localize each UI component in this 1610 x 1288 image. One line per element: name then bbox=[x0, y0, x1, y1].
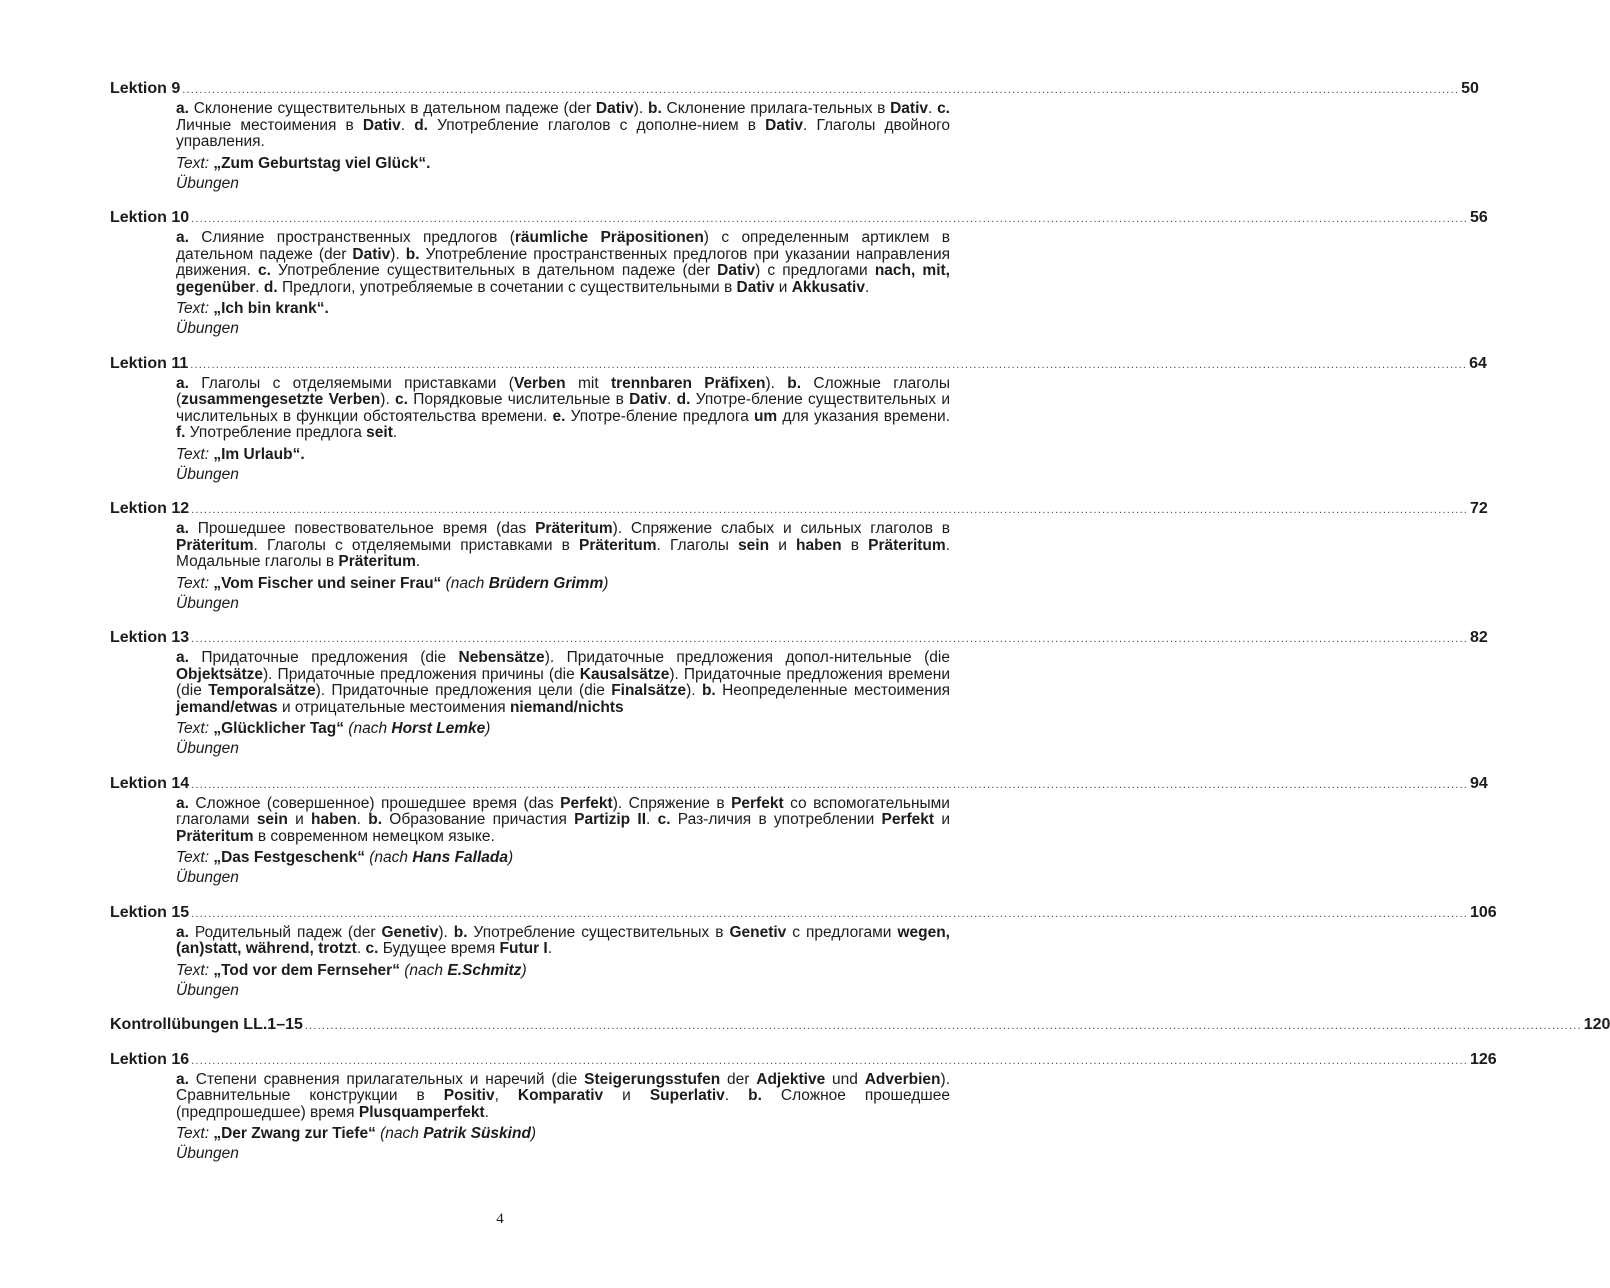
text-run: ). Спряжение в bbox=[612, 794, 732, 812]
toc-page-number: 94 bbox=[1470, 774, 1488, 792]
toc-entry bbox=[110, 208, 1488, 339]
toc-dot-leader: ............................................................................................................................................................................................................................................................................................................ bbox=[304, 1020, 1582, 1032]
lesson-description bbox=[176, 796, 950, 846]
toc-entry bbox=[110, 79, 1479, 194]
bold-term: Genetiv bbox=[729, 923, 787, 941]
text-title: „Glücklicher Tag“ bbox=[213, 720, 344, 737]
text-title: „Tod vor dem Fernseher“ bbox=[213, 961, 400, 979]
toc-page-number: 50 bbox=[1461, 80, 1479, 97]
bold-term: e. bbox=[552, 407, 566, 425]
toc-entry-title: Kontrollübungen LL.1–15 bbox=[110, 1016, 303, 1033]
toc-dot-leader: ............................................................................................................................................................................................................................................................................................................ bbox=[191, 907, 1468, 920]
toc-entry-body bbox=[176, 650, 950, 759]
text-run: Употре-бление существительных и числительных в функции обстоятельства времени. bbox=[176, 391, 950, 425]
lesson-text-line bbox=[176, 299, 950, 319]
toc-dot-leader: ............................................................................................................................................................................................................................................................................................................ bbox=[191, 504, 1468, 516]
text-run: (nach bbox=[441, 574, 489, 592]
bold-term: Präteritum bbox=[535, 520, 613, 537]
lesson-text-line bbox=[176, 1124, 950, 1144]
bold-term: b. bbox=[648, 100, 662, 117]
bold-term: nach, mit, gegenüber bbox=[176, 262, 950, 296]
bold-term: Nebensätze bbox=[458, 649, 545, 666]
bold-term: Präteritum bbox=[338, 553, 416, 570]
bold-term: a. bbox=[176, 1070, 189, 1088]
text-label: Text: bbox=[176, 154, 210, 172]
text-run: . bbox=[415, 553, 421, 570]
lesson-description bbox=[176, 1072, 950, 1122]
bold-term: Kausalsätze bbox=[579, 665, 670, 683]
bold-term: Positiv bbox=[443, 1087, 495, 1104]
bold-term: Brüdern Grimm bbox=[488, 574, 604, 592]
exercises-label: Übungen bbox=[176, 740, 239, 757]
bold-term: d. bbox=[676, 391, 691, 408]
text-label: Text: bbox=[176, 849, 210, 866]
lesson-text-line bbox=[176, 445, 950, 465]
toc-entry-title: Lektion 11 bbox=[110, 354, 189, 372]
toc-entry-body bbox=[176, 925, 950, 1001]
text-run: Склонение существительных в дательном падеже (der bbox=[188, 100, 596, 117]
bold-term: jemand/etwas bbox=[176, 698, 278, 716]
text-run: . bbox=[356, 811, 369, 828]
bold-term: d. bbox=[263, 278, 278, 296]
toc-entry-body bbox=[176, 101, 950, 194]
text-run: и bbox=[769, 536, 796, 554]
text-run: ). Сравнительные конструкции в bbox=[176, 1070, 950, 1104]
bold-term: Dativ bbox=[717, 262, 756, 279]
text-run: Глаголы с отделяемыми приставками ( bbox=[188, 374, 514, 392]
text-source bbox=[365, 849, 513, 866]
text-run: Степени сравнения прилагательных и наречий (die bbox=[188, 1070, 585, 1088]
bold-term: Präteritum bbox=[176, 827, 254, 845]
text-run: и bbox=[934, 811, 950, 828]
lesson-text-line bbox=[176, 961, 950, 981]
toc-dot-leader: ............................................................................................................................................................................................................................................................................................................ bbox=[182, 84, 1460, 96]
toc-entry-body bbox=[176, 521, 950, 614]
text-run: и bbox=[603, 1087, 650, 1104]
bold-term: E.Schmitz bbox=[447, 961, 522, 979]
text-source bbox=[344, 720, 490, 737]
text-run: и bbox=[774, 278, 792, 296]
text-run: Будущее время bbox=[378, 940, 500, 957]
text-run: ) bbox=[603, 574, 609, 592]
text-run: (nach bbox=[375, 1125, 424, 1142]
text-run: ). bbox=[438, 923, 454, 941]
text-run: и отрицательные местоимения bbox=[277, 698, 510, 716]
text-run: ). Придаточные предложения времени (die bbox=[176, 665, 950, 699]
text-source bbox=[376, 1125, 536, 1142]
text-run: ). bbox=[380, 391, 396, 408]
bold-term: Patrik Süskind bbox=[423, 1125, 531, 1142]
text-run: (nach bbox=[399, 961, 448, 979]
text-run: mit bbox=[565, 374, 611, 392]
toc-dot-leader: ............................................................................................................................................................................................................................................................................................................ bbox=[191, 213, 1468, 225]
bold-term: seit bbox=[366, 424, 393, 441]
text-run: Придаточные предложения (die bbox=[188, 649, 459, 666]
text-run: . bbox=[864, 278, 870, 296]
bold-term: Objektsätze bbox=[176, 665, 264, 683]
page-number: 4 bbox=[496, 1211, 504, 1227]
bold-term: Temporalsätze bbox=[208, 682, 316, 699]
toc-entry-header bbox=[110, 903, 1497, 923]
text-run: . Модальные глаголы в bbox=[176, 536, 950, 570]
toc-entry-title: Lektion 13 bbox=[110, 629, 190, 646]
bold-term: f. bbox=[176, 424, 186, 441]
bold-term: Perfekt bbox=[731, 794, 784, 812]
text-run: Раз-личия в употреблении bbox=[670, 811, 882, 828]
bold-term: Genetiv bbox=[381, 923, 439, 941]
text-run: ). Спряжение слабых и сильных глаголов в bbox=[612, 520, 950, 537]
text-label: Text: bbox=[176, 1125, 210, 1142]
text-title: „Im Urlaub“. bbox=[213, 445, 305, 463]
text-run: Сложное (совершенное) прошедшее время (das bbox=[188, 794, 561, 812]
bold-term: b. bbox=[405, 245, 420, 263]
text-label: Text: bbox=[176, 574, 210, 592]
toc-page-number: 120 bbox=[1583, 1016, 1610, 1033]
bold-term: b. bbox=[787, 374, 802, 392]
toc-page-number: 64 bbox=[1469, 354, 1487, 372]
bold-term: b. bbox=[701, 682, 716, 699]
text-run: ). bbox=[390, 245, 406, 263]
lesson-description bbox=[176, 925, 950, 958]
text-source bbox=[441, 575, 608, 592]
bold-term: Präteritum bbox=[579, 536, 657, 554]
text-run: Употребление пространственных предлогов при указании направления движения. bbox=[176, 245, 950, 279]
text-title: „Der Zwang zur Tiefe“ bbox=[213, 1125, 376, 1142]
bold-term: haben bbox=[311, 811, 357, 828]
text-run: ). bbox=[765, 374, 788, 392]
bold-term: trennbaren Präfixen bbox=[610, 374, 766, 392]
toc-entry-header bbox=[110, 1015, 1610, 1035]
toc-entry-body bbox=[176, 796, 950, 889]
toc-entry-header bbox=[110, 79, 1479, 99]
bold-term: Adverbien bbox=[864, 1070, 941, 1088]
text-run: ) bbox=[507, 849, 514, 866]
text-run: Предлоги, употребляемые в сочетании с существительными в bbox=[277, 278, 737, 296]
text-run: ). bbox=[686, 682, 702, 699]
toc-dot-leader: ............................................................................................................................................................................................................................................................................................................ bbox=[191, 778, 1468, 791]
bold-term: Steigerungsstufen bbox=[584, 1070, 721, 1088]
bold-term: Dativ bbox=[352, 245, 391, 263]
text-run: . bbox=[400, 116, 415, 134]
text-run: Слияние пространственных предлогов ( bbox=[188, 229, 515, 246]
text-run: ) bbox=[521, 961, 527, 979]
text-run: . bbox=[484, 1103, 489, 1121]
toc-page-number: 72 bbox=[1470, 500, 1488, 517]
toc-entry bbox=[110, 1015, 1610, 1035]
text-run: со вспомогательными глаголами bbox=[176, 794, 950, 828]
text-run: . Глаголы bbox=[656, 536, 739, 554]
text-run: ). Придаточные предложения допол-нительные (die bbox=[544, 649, 950, 666]
bold-term: Hans Fallada bbox=[412, 849, 508, 866]
bold-term: a. bbox=[176, 520, 189, 537]
text-run: . bbox=[724, 1087, 749, 1104]
text-run: ) bbox=[485, 720, 491, 737]
toc-entry-title: Lektion 9 bbox=[110, 80, 181, 97]
bold-term: a. bbox=[176, 649, 189, 666]
text-label: Text: bbox=[176, 961, 210, 979]
text-run: в bbox=[841, 536, 869, 554]
toc-entry-header bbox=[110, 1050, 1497, 1070]
text-run: ). Придаточные предложения причины (die bbox=[263, 665, 580, 683]
text-run: ) с предлогами bbox=[755, 262, 875, 279]
text-title: „Das Festgeschenk“ bbox=[213, 849, 365, 866]
exercises-label: Übungen bbox=[176, 320, 239, 337]
bold-term: c. bbox=[937, 100, 950, 117]
toc-entry-header bbox=[110, 208, 1488, 228]
text-run: . bbox=[547, 940, 553, 957]
toc-entry-title: Lektion 14 bbox=[110, 774, 190, 792]
bold-term: zusammengesetzte Verben bbox=[181, 391, 381, 408]
bold-term: Präteritum bbox=[868, 536, 946, 554]
bold-term: sein bbox=[256, 811, 288, 828]
toc-page-number: 56 bbox=[1470, 209, 1488, 226]
text-run: . bbox=[255, 278, 264, 296]
text-run: der bbox=[720, 1070, 757, 1088]
lesson-text-line bbox=[176, 154, 950, 174]
text-run: Образование причастия bbox=[382, 811, 575, 828]
text-run: . bbox=[646, 811, 658, 828]
text-run: ). bbox=[633, 100, 649, 117]
text-run: Употре-бление предлога bbox=[565, 407, 754, 425]
text-run: в современном немецком языке. bbox=[253, 827, 495, 845]
exercises-label: Übungen bbox=[176, 869, 239, 886]
toc-entry-title: Lektion 16 bbox=[110, 1050, 190, 1068]
text-run: Употребление глаголов с дополне-нием в bbox=[428, 116, 766, 134]
bold-term: a. bbox=[176, 374, 189, 392]
toc-page-number: 82 bbox=[1470, 629, 1488, 646]
text-run: , bbox=[494, 1087, 518, 1104]
text-run: Употребление существительных в bbox=[467, 923, 730, 941]
text-run: Неопределенные местоимения bbox=[715, 682, 951, 699]
bold-term: Horst Lemke bbox=[391, 720, 486, 737]
bold-term: c. bbox=[657, 811, 671, 828]
lesson-description bbox=[176, 376, 950, 442]
toc-entry-header bbox=[110, 628, 1488, 648]
bold-term: a. bbox=[176, 794, 189, 812]
bold-term: c. bbox=[365, 940, 379, 957]
bold-term: Adjektive bbox=[756, 1070, 826, 1088]
bold-term: b. bbox=[453, 923, 468, 941]
bold-term: a. bbox=[176, 100, 189, 117]
lesson-text-line bbox=[176, 848, 950, 868]
toc-entry-title: Lektion 15 bbox=[110, 903, 190, 921]
bold-term: Dativ bbox=[890, 100, 928, 117]
bold-term: Superlativ bbox=[649, 1087, 725, 1104]
toc-entry-header bbox=[110, 499, 1488, 519]
text-run: ) с определенным артиклем в дательном падеже (der bbox=[176, 229, 950, 263]
bold-term: d. bbox=[414, 116, 428, 134]
lesson-description bbox=[176, 650, 950, 716]
text-run: для указания времени. bbox=[777, 407, 950, 425]
text-run: Родительный падеж (der bbox=[188, 923, 382, 941]
toc-dot-leader: ............................................................................................................................................................................................................................................................................................................ bbox=[190, 358, 1468, 371]
bold-term: Dativ bbox=[629, 391, 668, 408]
exercises-label: Übungen bbox=[176, 1145, 239, 1162]
toc-entry bbox=[110, 903, 1497, 1001]
text-run: Употребление предлога bbox=[185, 424, 367, 441]
toc-dot-leader: ............................................................................................................................................................................................................................................................................................................ bbox=[191, 1054, 1468, 1067]
text-run: Склонение прилага-тельных в bbox=[661, 100, 891, 117]
toc-entry bbox=[110, 628, 1488, 759]
bold-term: Finalsätze bbox=[611, 682, 687, 699]
toc-entry bbox=[110, 499, 1488, 614]
bold-term: wegen, (an)statt, während, trotzt bbox=[176, 923, 950, 957]
bold-term: Akkusativ bbox=[791, 278, 865, 296]
text-run: und bbox=[825, 1070, 865, 1088]
toc-entry-title: Lektion 12 bbox=[110, 500, 190, 517]
text-run: и bbox=[287, 811, 312, 828]
toc-page-number: 126 bbox=[1470, 1050, 1497, 1068]
toc-entry-header bbox=[110, 774, 1488, 794]
text-run: Употребление существительных в дательном падеже (der bbox=[270, 262, 718, 279]
toc-entry-header bbox=[110, 354, 1487, 374]
text-run: Сложные глаголы ( bbox=[176, 374, 951, 408]
bold-term: a. bbox=[176, 923, 189, 941]
bold-term: haben bbox=[796, 536, 842, 554]
exercises-label: Übungen bbox=[176, 981, 239, 999]
text-label: Text: bbox=[176, 720, 210, 737]
bold-term: sein bbox=[738, 536, 770, 554]
toc-entry bbox=[110, 1050, 1497, 1165]
bold-term: Futur I bbox=[499, 940, 548, 957]
toc-dot-leader: ............................................................................................................................................................................................................................................................................................................ bbox=[191, 633, 1468, 645]
text-run: . Глаголы с отделяемыми приставками в bbox=[253, 536, 579, 554]
bold-term: b. bbox=[368, 811, 383, 828]
lesson-description bbox=[176, 101, 950, 151]
exercises-label: Übungen bbox=[176, 465, 239, 483]
text-label: Text: bbox=[176, 445, 210, 463]
bold-term: niemand/nichts bbox=[509, 698, 624, 716]
text-run: Личные местоимения в bbox=[176, 116, 363, 134]
text-run: (nach bbox=[343, 720, 392, 737]
bold-term: Dativ bbox=[362, 116, 401, 134]
text-run: (nach bbox=[364, 849, 413, 866]
text-title: „Ich bin krank“. bbox=[213, 300, 329, 317]
bold-term: Plusquamperfekt bbox=[358, 1103, 485, 1121]
bold-term: a. bbox=[176, 229, 189, 246]
bold-term: Präteritum bbox=[176, 536, 254, 554]
exercises-label: Übungen bbox=[176, 594, 239, 612]
text-run: . bbox=[392, 424, 398, 441]
exercises-label: Übungen bbox=[176, 174, 239, 192]
toc-page-number: 106 bbox=[1470, 903, 1497, 921]
lesson-text-line bbox=[176, 719, 950, 739]
text-run: Сложное прошедшее (предпрошедшее) время bbox=[176, 1087, 950, 1121]
toc-entry-body bbox=[176, 376, 950, 485]
text-run: . bbox=[928, 100, 938, 117]
text-title: „Vom Fischer und seiner Frau“ bbox=[213, 574, 442, 592]
bold-term: c. bbox=[257, 262, 271, 279]
lesson-text-line bbox=[176, 574, 950, 594]
text-run: . bbox=[356, 940, 366, 957]
text-source bbox=[400, 962, 527, 979]
bold-term: c. bbox=[395, 391, 408, 408]
bold-term: Verben bbox=[513, 374, 566, 392]
toc-entry bbox=[110, 774, 1488, 889]
lesson-description bbox=[176, 230, 950, 296]
bold-term: Dativ bbox=[765, 116, 804, 134]
text-label: Text: bbox=[176, 300, 210, 317]
bold-term: um bbox=[753, 407, 778, 425]
bold-term: b. bbox=[748, 1087, 762, 1104]
text-run: Порядковые числительные в bbox=[407, 391, 630, 408]
bold-term: Perfekt bbox=[560, 794, 613, 812]
lesson-description bbox=[176, 521, 950, 571]
bold-term: Perfekt bbox=[881, 811, 935, 828]
text-run: ) bbox=[530, 1125, 537, 1142]
bold-term: Partizip II bbox=[574, 811, 647, 828]
toc-entry-title: Lektion 10 bbox=[110, 209, 190, 226]
toc-entry bbox=[110, 354, 1487, 485]
table-of-contents bbox=[110, 79, 1610, 1179]
toc-entry-body bbox=[176, 1072, 950, 1165]
text-run: ). Придаточные предложения цели (die bbox=[315, 682, 612, 699]
bold-term: räumliche Präpositionen bbox=[514, 229, 704, 246]
bold-term: Dativ bbox=[595, 100, 634, 117]
text-title: „Zum Geburtstag viel Glück“. bbox=[213, 154, 431, 172]
bold-term: Komparativ bbox=[517, 1087, 604, 1104]
text-run: . bbox=[667, 391, 677, 408]
text-run: . Глаголы двойного управления. bbox=[176, 116, 951, 150]
text-run: с предлогами bbox=[786, 923, 898, 941]
toc-entry-body bbox=[176, 230, 950, 339]
text-run: Прошедшее повествовательное время (das bbox=[188, 520, 536, 537]
bold-term: Dativ bbox=[736, 278, 775, 296]
